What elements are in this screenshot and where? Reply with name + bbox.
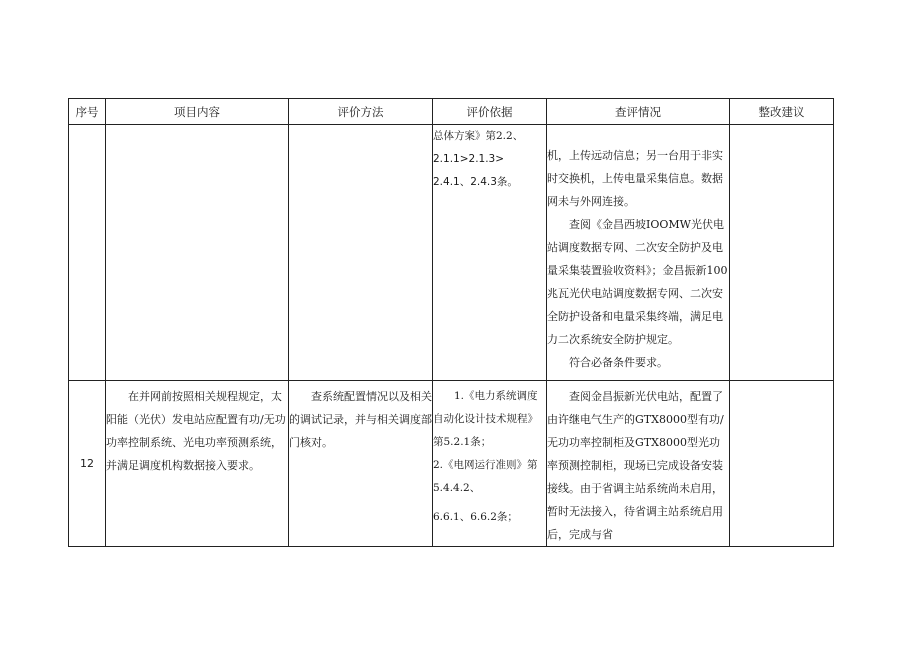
header-basis: 评价依据	[433, 99, 547, 125]
findings-cell: 查阅金昌振新光伏电站，配置了由许继电气生产的GTX8000型有功/无功功率控制柜及GTX8000型光功率预测控制柜，现场已完成设备安装接线。由于省调主站系统尚未启用，暂时无法接入，待省调主站系统启用后，完成与省	[547, 381, 730, 547]
findings-paragraph: 机，上传远动信息；另一台用于非实时交换机，上传电量采集信息。数据网未与外网连接。	[547, 149, 723, 208]
basis-line: 2.1.1>2.1.3>	[433, 153, 505, 165]
evaluation-table	[68, 98, 834, 547]
content-cell: 在并网前按照相关规程规定，太阳能（光伏）发电站应配置有功/无功功率控制系统、光电功率预测系统，并满足调度机构数据接入要求。	[106, 381, 289, 547]
method-cell: 查系统配置情况以及相关的调试记录，并与相关调度部门核对。	[289, 381, 433, 547]
basis-line: 2.4.1、2.4.3条。	[433, 176, 518, 188]
basis-line: 总体方案》第2.2、	[433, 130, 524, 142]
seq-cell: 12	[69, 381, 106, 547]
findings-paragraph: 查阅《金昌西坡IOOMW光伏电站调度数据专网、二次安全防护及电量采集装置验收资料》；金昌振新100兆瓦光伏电站调度数据专网、二次安全防护设备和电量采集终端，满足电力二次系统安全防护规定。	[547, 218, 728, 346]
header-content: 项目内容	[106, 99, 289, 125]
findings-paragraph: 符合必备条件要求。	[569, 356, 668, 369]
header-suggestion: 整改建议	[730, 99, 834, 125]
table-row	[69, 125, 834, 381]
header-findings: 查评情况	[547, 99, 730, 125]
basis-cell	[433, 381, 547, 547]
header-method: 评价方法	[289, 99, 433, 125]
content-cell	[106, 125, 289, 381]
suggestion-cell	[730, 125, 834, 381]
basis-cell	[433, 125, 547, 381]
header-row	[69, 99, 834, 125]
header-seq: 序号	[69, 99, 106, 125]
seq-cell	[69, 125, 106, 381]
method-cell	[289, 125, 433, 381]
basis-line: 6.6.1、6.6.2条；	[433, 511, 518, 523]
basis-line: 1.《电力系统调度自动化设计技术规程》第5.2.1条；	[433, 390, 538, 448]
basis-line: 2.《电网运行准则》第5.4.4.2、	[433, 459, 538, 494]
table-row	[69, 381, 834, 547]
findings-cell	[547, 125, 730, 381]
suggestion-cell	[730, 381, 834, 547]
